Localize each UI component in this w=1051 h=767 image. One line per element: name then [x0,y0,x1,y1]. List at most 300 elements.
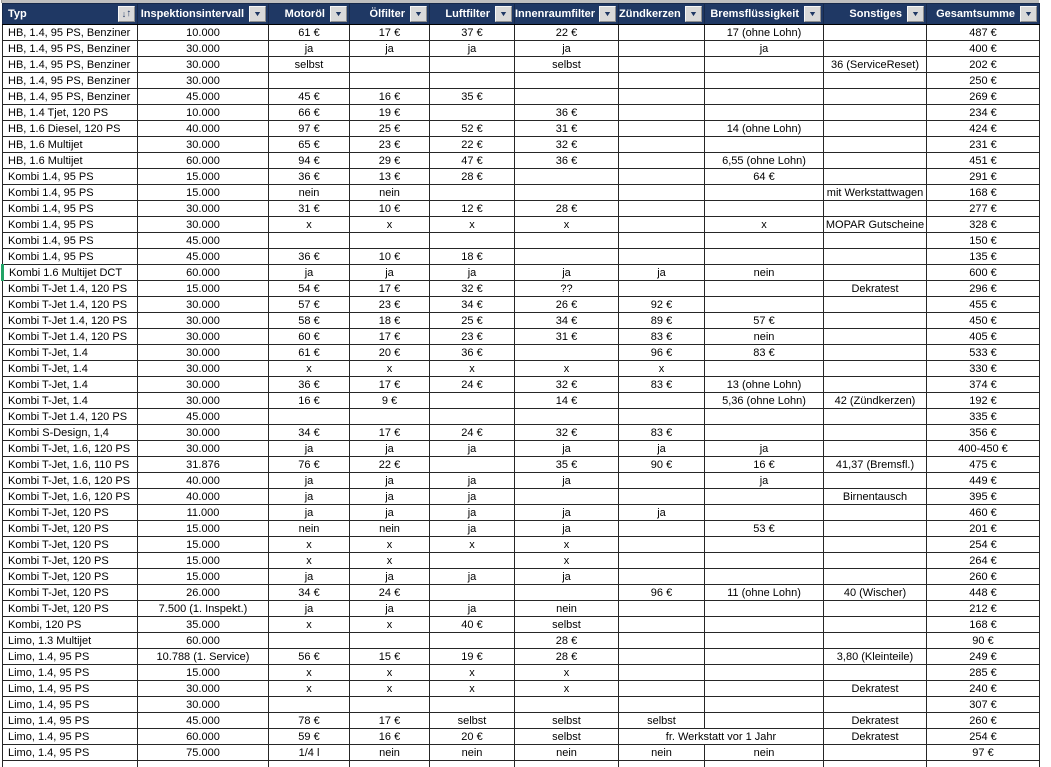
cell[interactable]: 64 € [705,169,824,185]
cell[interactable]: ja [430,41,515,57]
cell[interactable] [619,697,705,713]
cell[interactable]: nein [269,185,350,201]
cell[interactable] [515,489,619,505]
cell[interactable] [430,393,515,409]
cell[interactable] [824,25,927,41]
cell[interactable]: 460 € [927,505,1040,521]
cell[interactable] [824,473,927,489]
cell[interactable]: Kombi T-Jet, 120 PS [3,553,138,569]
cell[interactable]: 3,80 (Kleinteile) [824,649,927,665]
cell[interactable]: 94 € [269,153,350,169]
cell[interactable] [824,665,927,681]
cell[interactable]: Kombi T-Jet, 1.6, 110 PS [3,457,138,473]
cell[interactable]: 249 € [927,649,1040,665]
cell[interactable]: x [515,665,619,681]
cell[interactable]: ja [430,473,515,489]
cell[interactable]: 76 € [269,457,350,473]
cell[interactable]: 10.000 [138,105,269,121]
cell[interactable]: Kombi T-Jet, 120 PS [3,537,138,553]
cell[interactable]: nein [515,601,619,617]
column-header-oelfilter[interactable] [350,4,430,25]
cell[interactable]: 78 € [269,713,350,729]
cell[interactable]: ja [350,601,430,617]
cell[interactable]: 487 € [927,25,1040,41]
cell[interactable]: x [350,537,430,553]
cell[interactable]: 34 € [515,313,619,329]
cell[interactable]: 61 € [269,345,350,361]
cell[interactable]: 14 € [515,393,619,409]
filter-dropdown-button[interactable] [249,6,266,22]
cell[interactable] [824,249,927,265]
cell[interactable]: fr. Werkstatt vor 1 Jahr [619,729,824,745]
cell[interactable]: 17 € [350,377,430,393]
cell[interactable]: 31 € [515,121,619,137]
cell[interactable]: 17 € [350,713,430,729]
cell[interactable]: 405 € [927,329,1040,345]
cell[interactable] [515,169,619,185]
cell[interactable]: ja [269,489,350,505]
cell[interactable]: 40 (Wischer) [824,585,927,601]
cell[interactable] [824,361,927,377]
cell[interactable]: 45.000 [138,233,269,249]
cell[interactable]: 36 € [269,249,350,265]
cell[interactable]: selbst [619,713,705,729]
cell[interactable] [515,73,619,89]
cell[interactable]: ja [350,265,430,281]
cell[interactable]: 34 € [269,585,350,601]
cell[interactable] [515,409,619,425]
cell[interactable]: 9 € [350,393,430,409]
cell[interactable]: Kombi 1.4, 95 PS [3,169,138,185]
cell[interactable]: 83 € [619,329,705,345]
column-header-motoroel[interactable] [269,4,350,25]
cell[interactable]: Limo, 1.4, 95 PS [3,697,138,713]
cell[interactable] [619,89,705,105]
cell[interactable]: 17 € [350,25,430,41]
cell[interactable]: ja [705,441,824,457]
cell[interactable]: 83 € [619,377,705,393]
cell[interactable]: 56 € [269,649,350,665]
cell[interactable]: 34 € [430,297,515,313]
cell[interactable]: 90 € [927,633,1040,649]
cell[interactable]: HB, 1.4, 95 PS, Benziner [3,73,138,89]
column-header-inspektionsintervall[interactable] [138,4,269,25]
cell[interactable] [824,137,927,153]
cell[interactable]: 60.000 [138,729,269,745]
cell[interactable] [824,569,927,585]
cell[interactable]: 212 € [927,601,1040,617]
cell[interactable]: 28 € [515,649,619,665]
column-header-luftfilter[interactable] [430,4,515,25]
cell[interactable]: 97 € [269,121,350,137]
cell[interactable]: ja [350,441,430,457]
cell[interactable] [705,601,824,617]
cell[interactable]: 291 € [927,169,1040,185]
cell[interactable]: 192 € [927,393,1040,409]
cell[interactable]: ja [515,473,619,489]
cell[interactable]: 28 € [430,169,515,185]
cell[interactable] [824,505,927,521]
cell[interactable] [619,537,705,553]
cell[interactable]: x [350,217,430,233]
column-header-sonstiges[interactable] [824,4,927,25]
cell[interactable]: 374 € [927,377,1040,393]
cell[interactable]: 254 € [927,537,1040,553]
filter-dropdown-button[interactable] [330,6,347,22]
cell[interactable] [705,425,824,441]
cell[interactable]: Limo, 1.4, 95 PS [3,681,138,697]
cell[interactable]: 15.000 [138,553,269,569]
cell[interactable]: ja [619,265,705,281]
cell[interactable]: 7.500 (1. Inspekt.) [138,601,269,617]
cell[interactable] [430,761,515,767]
cell[interactable]: 10.000 [138,25,269,41]
cell[interactable] [269,73,350,89]
cell[interactable]: 45 € [269,89,350,105]
cell[interactable]: 15 € [350,649,430,665]
cell[interactable]: 54 € [269,281,350,297]
cell[interactable] [619,601,705,617]
cell[interactable]: ja [269,473,350,489]
cell[interactable] [705,409,824,425]
cell[interactable]: ja [430,521,515,537]
cell[interactable]: ja [269,265,350,281]
cell[interactable]: 250 € [927,73,1040,89]
cell[interactable]: ja [269,569,350,585]
cell[interactable] [619,473,705,489]
cell[interactable]: selbst [515,713,619,729]
cell[interactable]: nein [705,265,824,281]
cell[interactable] [350,633,430,649]
cell[interactable]: 15.000 [138,665,269,681]
cell[interactable] [824,297,927,313]
cell[interactable]: 17 € [350,425,430,441]
cell[interactable]: 61 € [269,25,350,41]
cell[interactable] [824,521,927,537]
cell[interactable]: 168 € [927,185,1040,201]
cell[interactable]: x [515,361,619,377]
cell[interactable] [927,761,1040,767]
cell[interactable] [705,185,824,201]
cell[interactable]: 30.000 [138,329,269,345]
cell[interactable] [269,233,350,249]
cell[interactable]: 30.000 [138,361,269,377]
cell[interactable] [430,105,515,121]
cell[interactable]: nein [705,745,824,761]
filter-dropdown-button[interactable] [804,6,821,22]
cell[interactable] [430,57,515,73]
cell[interactable]: Kombi 1.4, 95 PS [3,233,138,249]
cell[interactable]: x [269,217,350,233]
sort-filter-button[interactable] [118,6,135,22]
cell[interactable]: ja [350,473,430,489]
cell[interactable] [269,633,350,649]
column-header-typ[interactable] [3,4,138,25]
cell[interactable]: Limo, 1.4, 95 PS [3,713,138,729]
cell[interactable]: 31 € [269,201,350,217]
cell[interactable]: Kombi T-Jet 1.4, 120 PS [3,297,138,313]
cell[interactable]: 17 (ohne Lohn) [705,25,824,41]
cell[interactable]: 1/4 l [269,745,350,761]
cell[interactable] [619,25,705,41]
cell[interactable] [824,409,927,425]
cell[interactable]: Kombi T-Jet, 1.4 [3,393,138,409]
cell[interactable] [619,137,705,153]
column-header-gesamtsumme[interactable] [927,4,1040,25]
cell[interactable] [824,633,927,649]
cell[interactable]: 36 € [269,377,350,393]
cell[interactable]: 53 € [705,521,824,537]
column-header-bremsfluessigkeit[interactable] [705,4,824,25]
cell[interactable] [824,265,927,281]
cell[interactable] [824,201,927,217]
cell[interactable]: ja [515,569,619,585]
cell[interactable]: 52 € [430,121,515,137]
cell[interactable] [619,185,705,201]
cell[interactable]: 60.000 [138,265,269,281]
cell[interactable]: 400-450 € [927,441,1040,457]
cell[interactable] [515,345,619,361]
cell[interactable]: x [430,681,515,697]
cell[interactable]: 42 (Zündkerzen) [824,393,927,409]
cell[interactable]: Birnentausch [824,489,927,505]
cell[interactable]: 400 € [927,41,1040,57]
cell[interactable]: 22 € [430,137,515,153]
cell[interactable]: 30.000 [138,201,269,217]
cell[interactable]: ja [430,489,515,505]
cell[interactable]: 23 € [350,137,430,153]
cell[interactable]: 475 € [927,457,1040,473]
cell[interactable]: Limo, 1.4, 95 PS [3,729,138,745]
cell[interactable]: x [269,537,350,553]
filter-dropdown-button[interactable] [1020,6,1037,22]
cell[interactable]: 57 € [705,313,824,329]
cell[interactable]: nein [619,745,705,761]
cell[interactable]: Kombi T-Jet, 1.4 [3,345,138,361]
cell[interactable]: 96 € [619,585,705,601]
cell[interactable]: 57 € [269,297,350,313]
cell[interactable]: nein [350,745,430,761]
cell[interactable]: 15.000 [138,537,269,553]
cell[interactable] [619,393,705,409]
cell[interactable] [619,73,705,89]
cell[interactable]: x [430,361,515,377]
cell[interactable] [824,601,927,617]
cell[interactable]: Kombi 1.4, 95 PS [3,217,138,233]
cell[interactable] [824,761,927,767]
cell[interactable] [824,617,927,633]
cell[interactable]: 31.876 [138,457,269,473]
cell[interactable] [350,697,430,713]
cell[interactable]: x [350,665,430,681]
cell[interactable]: 14 (ohne Lohn) [705,121,824,137]
cell[interactable]: Kombi T-Jet, 120 PS [3,569,138,585]
cell[interactable]: ja [515,41,619,57]
cell[interactable]: selbst [269,57,350,73]
cell[interactable]: 11.000 [138,505,269,521]
cell[interactable]: Kombi T-Jet 1.4, 120 PS [3,313,138,329]
cell[interactable]: x [430,665,515,681]
cell[interactable]: 24 € [430,377,515,393]
cell[interactable]: 15.000 [138,169,269,185]
cell[interactable]: Kombi T-Jet, 1.6, 120 PS [3,441,138,457]
filter-dropdown-button[interactable] [495,6,512,22]
cell[interactable]: ja [515,265,619,281]
cell[interactable] [430,457,515,473]
cell[interactable] [619,761,705,767]
cell[interactable] [515,249,619,265]
cell[interactable]: 449 € [927,473,1040,489]
cell[interactable]: 20 € [430,729,515,745]
cell[interactable]: Kombi T-Jet 1.4, 120 PS [3,409,138,425]
cell[interactable]: x [269,553,350,569]
cell[interactable] [705,361,824,377]
cell[interactable] [705,681,824,697]
cell[interactable] [824,697,927,713]
cell[interactable]: ja [619,505,705,521]
cell[interactable]: 168 € [927,617,1040,633]
cell[interactable]: 59 € [269,729,350,745]
cell[interactable]: 30.000 [138,681,269,697]
cell[interactable]: HB, 1.4, 95 PS, Benziner [3,89,138,105]
cell[interactable] [705,105,824,121]
cell[interactable] [619,633,705,649]
cell[interactable]: 30.000 [138,441,269,457]
cell[interactable] [619,617,705,633]
cell[interactable]: 30.000 [138,73,269,89]
cell[interactable]: MOPAR Gutscheine [824,217,927,233]
cell[interactable]: ja [350,489,430,505]
cell[interactable]: 450 € [927,313,1040,329]
cell[interactable]: 455 € [927,297,1040,313]
cell[interactable]: 40.000 [138,121,269,137]
cell[interactable] [824,41,927,57]
cell[interactable]: Kombi 1.4, 95 PS [3,201,138,217]
cell[interactable] [705,297,824,313]
cell[interactable] [350,409,430,425]
cell[interactable] [705,617,824,633]
cell[interactable]: 15.000 [138,569,269,585]
cell[interactable] [824,105,927,121]
cell[interactable]: 395 € [927,489,1040,505]
cell[interactable] [824,89,927,105]
cell[interactable] [350,57,430,73]
cell[interactable]: 25 € [350,121,430,137]
cell[interactable]: nein [515,745,619,761]
cell[interactable]: 30.000 [138,217,269,233]
cell[interactable]: ja [430,441,515,457]
cell[interactable]: 20 € [350,345,430,361]
cell[interactable]: 83 € [705,345,824,361]
cell[interactable]: ?? [515,281,619,297]
cell[interactable]: 60.000 [138,633,269,649]
cell[interactable]: x [515,681,619,697]
cell[interactable]: 30.000 [138,313,269,329]
cell[interactable]: 36 (ServiceReset) [824,57,927,73]
cell[interactable]: 45.000 [138,409,269,425]
cell[interactable]: Kombi, 120 PS [3,617,138,633]
cell[interactable] [269,761,350,767]
cell[interactable]: 90 € [619,457,705,473]
cell[interactable]: 47 € [430,153,515,169]
cell[interactable] [430,633,515,649]
cell[interactable] [619,233,705,249]
cell[interactable] [705,537,824,553]
cell[interactable] [619,665,705,681]
cell[interactable]: 30.000 [138,41,269,57]
cell[interactable]: 19 € [350,105,430,121]
cell[interactable] [705,201,824,217]
cell[interactable]: 36 € [430,345,515,361]
cell[interactable]: 23 € [430,329,515,345]
cell[interactable]: x [515,537,619,553]
cell[interactable]: Kombi T-Jet, 120 PS [3,585,138,601]
cell[interactable] [619,681,705,697]
cell[interactable]: Dekratest [824,281,927,297]
cell[interactable] [619,57,705,73]
cell[interactable]: 260 € [927,569,1040,585]
cell[interactable] [824,441,927,457]
cell[interactable]: 17 € [350,329,430,345]
cell[interactable]: 296 € [927,281,1040,297]
cell[interactable] [619,281,705,297]
cell[interactable]: 234 € [927,105,1040,121]
cell[interactable]: ja [430,265,515,281]
cell[interactable]: 37 € [430,25,515,41]
cell[interactable]: 26 € [515,297,619,313]
cell[interactable]: Limo, 1.4, 95 PS [3,665,138,681]
cell[interactable]: 16 € [350,89,430,105]
cell[interactable] [705,713,824,729]
cell[interactable] [705,73,824,89]
cell[interactable]: 451 € [927,153,1040,169]
cell[interactable]: 40 € [430,617,515,633]
cell[interactable]: 30.000 [138,393,269,409]
cell[interactable]: 260 € [927,713,1040,729]
cell[interactable] [824,121,927,137]
cell[interactable]: ja [430,601,515,617]
cell[interactable] [430,185,515,201]
cell[interactable] [269,409,350,425]
cell[interactable]: x [515,217,619,233]
cell[interactable] [350,233,430,249]
cell[interactable]: 31 € [515,329,619,345]
cell[interactable]: Kombi S-Design, 1,4 [3,425,138,441]
cell[interactable] [824,233,927,249]
cell[interactable]: HB, 1.4, 95 PS, Benziner [3,57,138,73]
cell[interactable] [824,73,927,89]
cell[interactable]: 22 € [515,25,619,41]
cell[interactable]: mit Werkstattwagen [824,185,927,201]
cell[interactable]: 231 € [927,137,1040,153]
cell[interactable]: HB, 1.4, 95 PS, Benziner [3,41,138,57]
cell[interactable] [430,553,515,569]
cell[interactable]: Kombi T-Jet, 1.4 [3,377,138,393]
cell[interactable]: 16 € [350,729,430,745]
cell[interactable]: 18 € [350,313,430,329]
cell[interactable]: Kombi T-Jet, 1.6, 120 PS [3,473,138,489]
cell[interactable] [824,169,927,185]
cell[interactable] [619,553,705,569]
cell[interactable]: 24 € [430,425,515,441]
cell[interactable]: Kombi T-Jet, 120 PS [3,601,138,617]
column-header-innenraumfilter[interactable] [515,4,619,25]
cell[interactable]: 65 € [269,137,350,153]
cell[interactable]: 307 € [927,697,1040,713]
cell[interactable] [515,233,619,249]
cell[interactable]: x [269,681,350,697]
cell[interactable]: 45.000 [138,249,269,265]
